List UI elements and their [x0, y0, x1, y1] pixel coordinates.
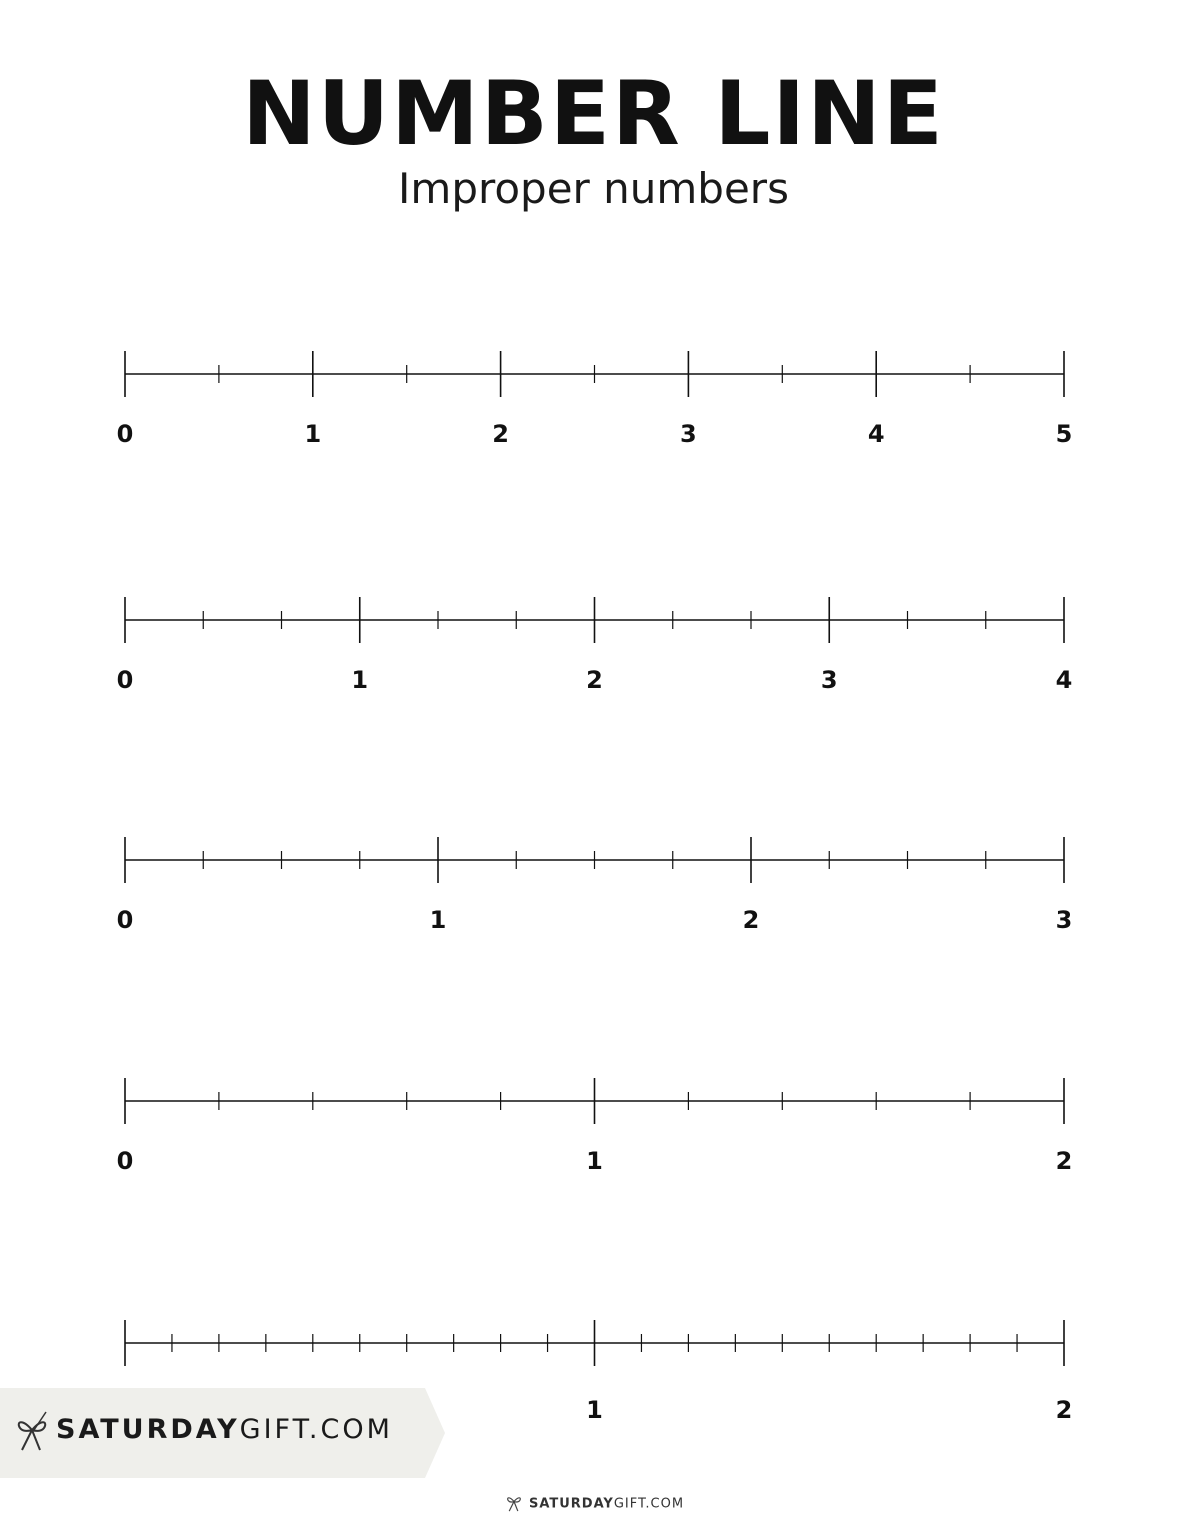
number-line-3 [117, 837, 1073, 934]
tick-label: 2 [1055, 1396, 1073, 1424]
number-line-4 [117, 1078, 1073, 1175]
brand-name-light: GIFT.COM [239, 1414, 393, 1445]
tick-label: 3 [680, 420, 697, 448]
brand-banner [0, 1388, 445, 1478]
tick-label: 2 [492, 420, 509, 448]
tick-label: 2 [742, 906, 760, 934]
tick-label: 4 [1055, 666, 1073, 694]
brand-name [56, 1416, 393, 1443]
tick-label: 1 [351, 666, 369, 694]
footer-brand-light: GIFT.COM [613, 1496, 685, 1512]
gift-bow-icon [503, 1491, 525, 1517]
footer-brand [0, 1491, 1187, 1517]
tick-label: 0 [116, 666, 134, 694]
page-title: NUMBER LINE [242, 62, 945, 165]
number-line-1 [117, 351, 1073, 448]
tick-label: 2 [1055, 1147, 1073, 1175]
tick-label: 0 [116, 1147, 134, 1175]
tick-label: 0 [116, 420, 134, 448]
footer-brand-bold: SATURDAY [528, 1496, 614, 1512]
tick-label: 3 [820, 666, 838, 694]
tick-label: 1 [586, 1396, 603, 1424]
tick-label: 3 [1055, 906, 1073, 934]
number-line-2 [117, 597, 1073, 694]
tick-label: 4 [867, 420, 885, 448]
tick-label: 1 [586, 1147, 603, 1175]
tick-label: 5 [1055, 420, 1073, 448]
tick-label: 1 [304, 420, 322, 448]
brand-name-bold: SATURDAY [56, 1414, 240, 1445]
tick-label: 2 [586, 666, 603, 694]
page-subtitle: Improper numbers [398, 164, 789, 213]
tick-label: 0 [116, 906, 134, 934]
tick-label: 1 [429, 906, 447, 934]
